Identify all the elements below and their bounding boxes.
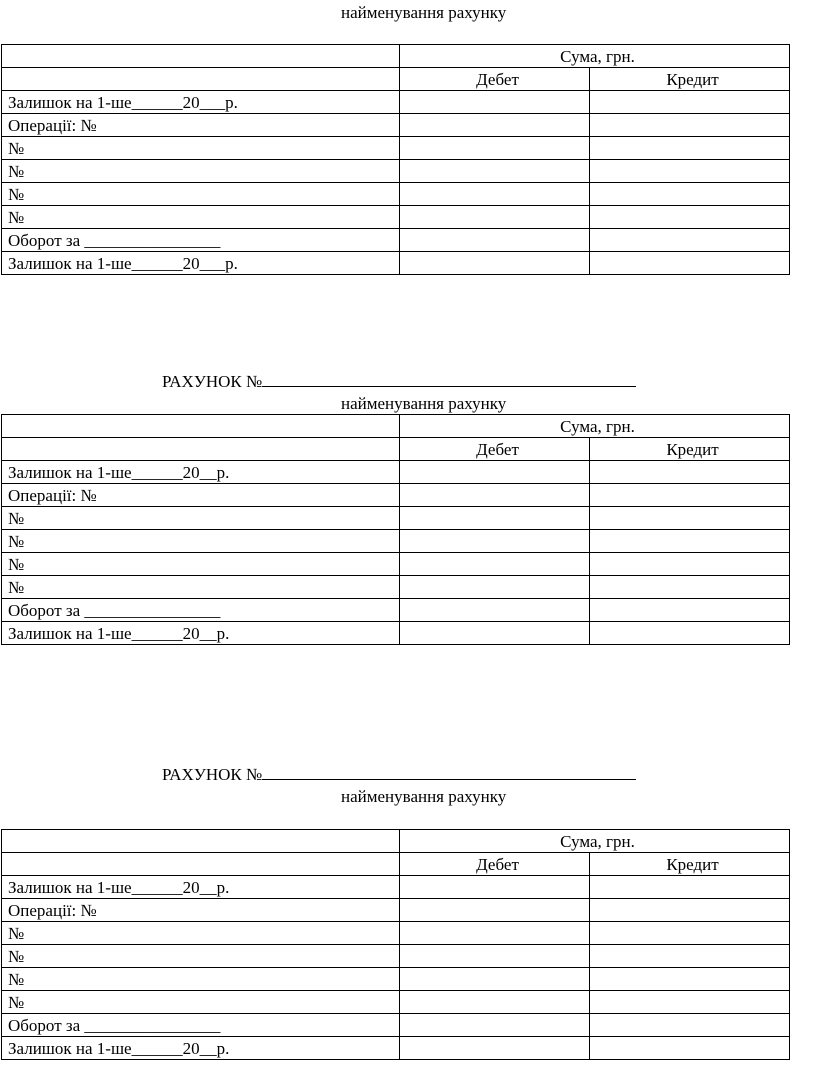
debit-header: Дебет xyxy=(400,68,590,91)
table-row xyxy=(2,853,790,876)
row-label: Операції: № xyxy=(2,899,400,922)
row-label: № xyxy=(2,945,400,968)
table-row xyxy=(2,530,790,553)
debit-cell[interactable] xyxy=(400,183,590,206)
table-row xyxy=(2,553,790,576)
debit-header: Дебет xyxy=(400,853,590,876)
debit-cell[interactable] xyxy=(400,114,590,137)
debit-cell[interactable] xyxy=(400,1014,590,1037)
table-row xyxy=(2,415,790,438)
debit-cell[interactable] xyxy=(400,206,590,229)
credit-cell[interactable] xyxy=(590,160,790,183)
debit-cell[interactable] xyxy=(400,160,590,183)
table-row xyxy=(2,206,790,229)
debit-cell[interactable] xyxy=(400,599,590,622)
debit-cell[interactable] xyxy=(400,922,590,945)
debit-header: Дебет xyxy=(400,438,590,461)
row-label: Операції: № xyxy=(2,114,400,137)
credit-cell[interactable] xyxy=(590,507,790,530)
debit-cell[interactable] xyxy=(400,461,590,484)
credit-cell[interactable] xyxy=(590,183,790,206)
row-label: Залишок на 1-ше______20__р. xyxy=(2,622,400,645)
account-table xyxy=(1,414,790,645)
table-row xyxy=(2,438,790,461)
credit-cell[interactable] xyxy=(590,206,790,229)
row-label: Операції: № xyxy=(2,484,400,507)
row-label: № xyxy=(2,530,400,553)
row-label: № xyxy=(2,991,400,1014)
table-cell xyxy=(2,68,400,91)
table-row xyxy=(2,461,790,484)
credit-cell[interactable] xyxy=(590,530,790,553)
debit-cell[interactable] xyxy=(400,484,590,507)
table-row xyxy=(2,945,790,968)
debit-cell[interactable] xyxy=(400,1037,590,1060)
row-label: Залишок на 1-ше______20__р. xyxy=(2,876,400,899)
debit-cell[interactable] xyxy=(400,945,590,968)
debit-cell[interactable] xyxy=(400,968,590,991)
credit-cell[interactable] xyxy=(590,229,790,252)
row-label: № xyxy=(2,968,400,991)
table-row xyxy=(2,229,790,252)
table-row xyxy=(2,968,790,991)
table-row xyxy=(2,484,790,507)
table-row xyxy=(2,991,790,1014)
table-cell xyxy=(2,438,400,461)
row-label: Залишок на 1-ше______20__р. xyxy=(2,1037,400,1060)
credit-cell[interactable] xyxy=(590,114,790,137)
sum-header: Сума, грн. xyxy=(400,45,790,68)
account-name-field[interactable] xyxy=(262,370,636,387)
credit-cell[interactable] xyxy=(590,553,790,576)
debit-cell[interactable] xyxy=(400,991,590,1014)
credit-cell[interactable] xyxy=(590,91,790,114)
account-title-label: РАХУНОК № xyxy=(162,765,263,784)
credit-cell[interactable] xyxy=(590,461,790,484)
debit-cell[interactable] xyxy=(400,229,590,252)
credit-cell[interactable] xyxy=(590,876,790,899)
account-title xyxy=(162,370,636,392)
row-label: № xyxy=(2,553,400,576)
table-row xyxy=(2,576,790,599)
credit-header: Кредит xyxy=(590,853,790,876)
row-label: Залишок на 1-ше______20__р. xyxy=(2,461,400,484)
table-row xyxy=(2,183,790,206)
credit-cell[interactable] xyxy=(590,1014,790,1037)
account-title-label: РАХУНОК № xyxy=(162,372,263,391)
account-name-field[interactable] xyxy=(262,763,636,780)
credit-cell[interactable] xyxy=(590,622,790,645)
table-cell xyxy=(2,45,400,68)
credit-cell[interactable] xyxy=(590,137,790,160)
table-row xyxy=(2,876,790,899)
table-row xyxy=(2,830,790,853)
table-row xyxy=(2,622,790,645)
account-table xyxy=(1,829,790,1060)
debit-cell[interactable] xyxy=(400,576,590,599)
sum-header: Сума, грн. xyxy=(400,830,790,853)
debit-cell[interactable] xyxy=(400,899,590,922)
credit-cell[interactable] xyxy=(590,252,790,275)
table-row xyxy=(2,68,790,91)
row-label: Оборот за ________________ xyxy=(2,229,400,252)
table-row xyxy=(2,160,790,183)
debit-cell[interactable] xyxy=(400,553,590,576)
row-label: № xyxy=(2,206,400,229)
table-row xyxy=(2,45,790,68)
row-label: № xyxy=(2,922,400,945)
table-cell xyxy=(2,853,400,876)
table-row xyxy=(2,922,790,945)
credit-cell[interactable] xyxy=(590,1037,790,1060)
credit-cell[interactable] xyxy=(590,991,790,1014)
table-row xyxy=(2,114,790,137)
row-label: № xyxy=(2,507,400,530)
credit-header: Кредит xyxy=(590,68,790,91)
debit-cell[interactable] xyxy=(400,137,590,160)
account-name-caption: найменування рахунку xyxy=(341,394,507,413)
sum-header: Сума, грн. xyxy=(400,415,790,438)
table-row xyxy=(2,1037,790,1060)
table-row xyxy=(2,507,790,530)
credit-cell[interactable] xyxy=(590,576,790,599)
row-label: Оборот за ________________ xyxy=(2,599,400,622)
account-table xyxy=(1,44,790,275)
debit-cell[interactable] xyxy=(400,622,590,645)
credit-cell[interactable] xyxy=(590,968,790,991)
debit-cell[interactable] xyxy=(400,876,590,899)
table-row xyxy=(2,599,790,622)
credit-header: Кредит xyxy=(590,438,790,461)
credit-cell[interactable] xyxy=(590,484,790,507)
account-name-caption: найменування рахунку xyxy=(341,787,507,806)
row-label: № xyxy=(2,137,400,160)
row-label: № xyxy=(2,576,400,599)
row-label: № xyxy=(2,183,400,206)
table-row xyxy=(2,137,790,160)
credit-cell[interactable] xyxy=(590,899,790,922)
row-label: Залишок на 1-ше______20___р. xyxy=(2,91,400,114)
debit-cell[interactable] xyxy=(400,530,590,553)
debit-cell[interactable] xyxy=(400,252,590,275)
table-row xyxy=(2,1014,790,1037)
credit-cell[interactable] xyxy=(590,599,790,622)
table-cell xyxy=(2,415,400,438)
account-name-caption: найменування рахунку xyxy=(341,3,507,22)
row-label: Залишок на 1-ше______20___р. xyxy=(2,252,400,275)
table-row xyxy=(2,899,790,922)
table-row xyxy=(2,91,790,114)
debit-cell[interactable] xyxy=(400,91,590,114)
table-cell xyxy=(2,830,400,853)
debit-cell[interactable] xyxy=(400,507,590,530)
row-label: № xyxy=(2,160,400,183)
row-label: Оборот за ________________ xyxy=(2,1014,400,1037)
credit-cell[interactable] xyxy=(590,945,790,968)
credit-cell[interactable] xyxy=(590,922,790,945)
account-title xyxy=(162,763,636,785)
table-row xyxy=(2,252,790,275)
